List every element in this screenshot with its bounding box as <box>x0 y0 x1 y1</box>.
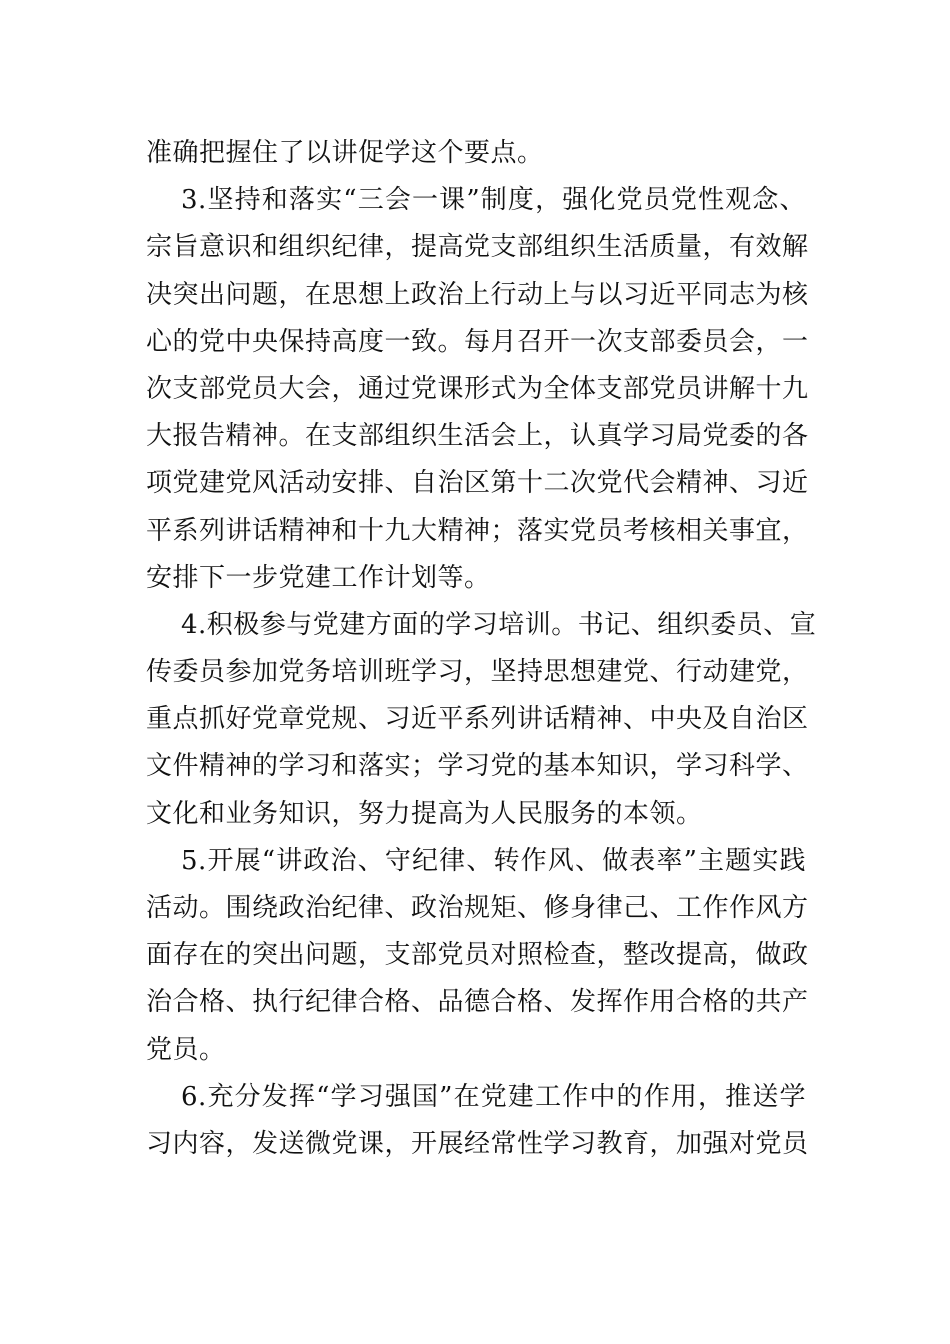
text-line: 习内容，发送微党课，开展经常性学习教育，加强对党员 <box>146 1128 809 1159</box>
body-text <box>146 130 817 1168</box>
paragraph-4-start: 4.积极参与党建方面的学习培训。书记、组织委员、宣 <box>181 609 817 640</box>
paragraph-5-start: 5.开展“讲政治、守纪律、转作风、做表率”主题实践 <box>181 845 806 876</box>
text-line: 项党建党风活动安排、自治区第十二次党代会精神、习近 <box>146 468 809 499</box>
text-line: 大报告精神。在支部组织生活会上，认真学习局党委的各 <box>146 421 809 452</box>
text-line: 次支部党员大会，通过党课形式为全体支部党员讲解十九 <box>146 373 809 404</box>
paragraph-6-start: 6.充分发挥“学习强国”在党建工作中的作用，推送学 <box>181 1081 806 1112</box>
text-line: 文化和业务知识，努力提高为人民服务的本领。 <box>146 798 703 829</box>
text-line: 重点抓好党章党规、习近平系列讲话精神、中央及自治区 <box>146 704 809 735</box>
text-line: 心的党中央保持高度一致。每月召开一次支部委员会，一 <box>146 326 809 357</box>
text-line: 文件精神的学习和落实；学习党的基本知识，学习科学、 <box>146 751 809 782</box>
text-line: 宗旨意识和组织纪律，提高党支部组织生活质量，有效解 <box>146 232 809 263</box>
text-line: 党员。 <box>146 1034 226 1065</box>
text-line: 安排下一步党建工作计划等。 <box>146 562 491 593</box>
text-line: 治合格、执行纪律合格、品德合格、发挥作用合格的共产 <box>146 987 809 1018</box>
text-line: 传委员参加党务培训班学习，坚持思想建党、行动建党， <box>146 657 809 688</box>
text-line: 准确把握住了以讲促学这个要点。 <box>146 138 544 168</box>
paragraph-3-start: 3.坚持和落实“三会一课”制度，强化党员党性观念、 <box>181 185 806 216</box>
text-line: 活动。围绕政治纪律、政治规矩、修身律己、工作作风方 <box>146 893 809 923</box>
text-line: 平系列讲话精神和十九大精神；落实党员考核相关事宜， <box>146 515 809 546</box>
text-line: 决突出问题，在思想上政治上行动上与以习近平同志为核 <box>146 279 809 310</box>
text-line: 面存在的突出问题，支部党员对照检查，整改提高，做政 <box>146 940 809 971</box>
